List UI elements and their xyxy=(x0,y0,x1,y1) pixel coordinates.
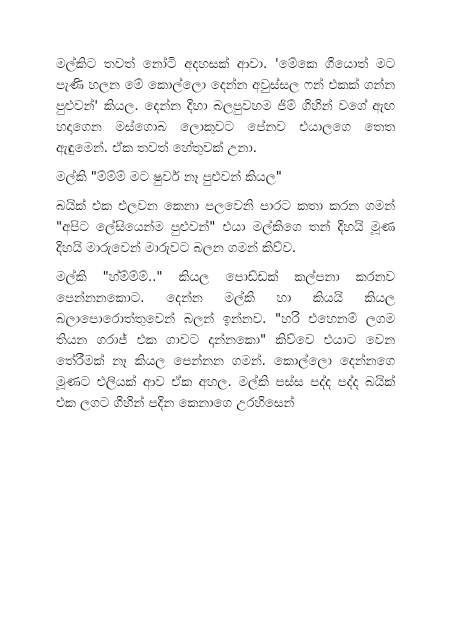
paragraph-2: මල්කි "ම්ම්ම් මට ෂුවර් නෑ පුළුවන් කියල" xyxy=(56,170,282,185)
paragraph-1: මල්කිට තවත් නෝටි අදහසක් ආවා. 'මේකෙ ගියොත් මට පැණි හලන මේ කොල්ලො දෙන්න අවුස්සල ෆන් එකක් ගන්න පුළුවන්' කියල. දෙන්න දිහා බලපුවහම ජිම් ගිහින් වගේ ඇඟ හදාගෙන මස්ගොබ ලොකුවට පේනව එයාලගෙ තෙත ඇඳුමෙන්. ඒක තවත් හේතුවක් උනා. xyxy=(56,57,395,156)
paragraph-4: මල්කි "හ්ම්ම්ම්.." කියල පොඩ්ඩක් කල්පනා කරනව පෙන්නනකොට. දෙන්න මල්කි හා කියයි කියල බලාපොරොත්තුවෙන් බලන් ඉන්නව. "හරි එහෙනම් ලගම තියන ගරාජ් එක ගාවට දාන්නකො" කිව්වෙ එයාට වෙන තේරීමක් නෑ කියල පෙන්නන ගමන්. කොල්ලො දෙන්නගෙ මූණට එලියක් ආව ඒක අහල. මල්කි පස්ස පද්ද පද්ද බයික් එක ලගට ගිහින් පදින කෙනාගෙ උරහිසෙන් xyxy=(56,270,395,411)
paragraph-3: බයික් එක එලවන කෙනා පලවෙනි පාරට කතා කරන ගමන් "අපිට ලේසියෙන්ම පුළුවන්" එයා මල්කිගෙ තන් දිහයි මූණ දිහයි මාරුවෙන් මාරුවට බලන ගමන් කිව්ව. xyxy=(56,199,395,256)
page-text-body xyxy=(56,54,395,414)
